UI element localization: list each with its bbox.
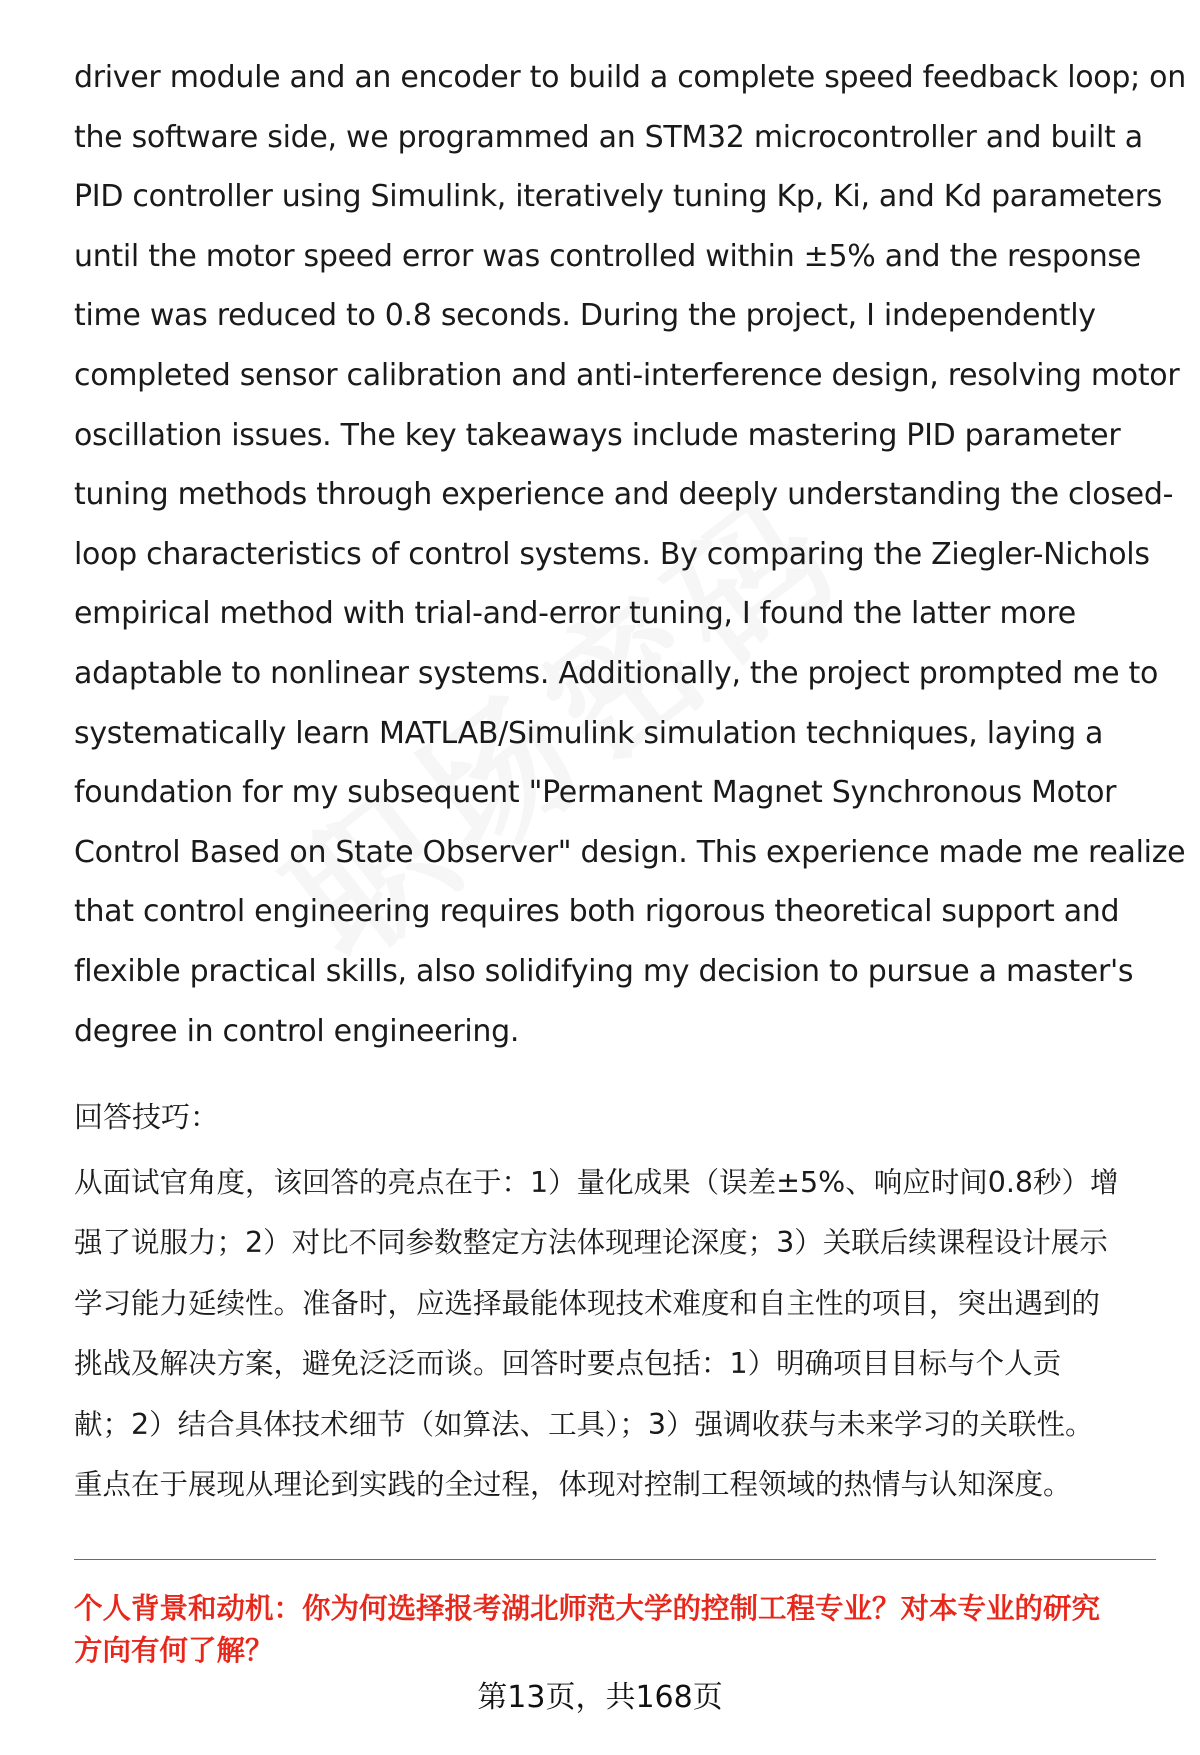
paragraph-line: loop characteristics of control systems. By comparing the Ziegler-Nichols <box>74 536 1150 572</box>
question-line: 个人背景和动机：你为何选择报考湖北师范大学的控制工程专业？对本专业的研究 <box>74 1592 1101 1625</box>
paragraph-line: PID controller using Simulink, iteratively tuning Kp, Ki, and Kd parameters <box>74 179 1163 215</box>
answer-paragraph <box>74 48 1186 1061</box>
tips-line: 从面试官角度，该回答的亮点在于：1）量化成果（误差±5%、响应时间0.8秒）增 <box>74 1166 1119 1199</box>
paragraph-line: Control Based on State Observer" design. This experience made me realize <box>74 834 1186 870</box>
question-heading <box>74 1588 1164 1672</box>
paragraph-line: flexible practical skills, also solidifying my decision to pursue a master's <box>74 953 1134 989</box>
tips-line: 挑战及解决方案，避免泛泛而谈。回答时要点包括：1）明确项目目标与个人贡 <box>74 1347 1062 1381</box>
paragraph-line: empirical method with trial-and-error tuning, I found the latter more <box>74 596 1076 632</box>
tips-heading: 回答技巧： <box>74 1100 220 1134</box>
paragraph-line: systematically learn MATLAB/Simulink simulation techniques, laying a <box>74 715 1104 751</box>
paragraph-line: degree in control engineering. <box>74 1013 520 1049</box>
paragraph-line: that control engineering requires both rigorous theoretical support and <box>74 894 1120 930</box>
paragraph-line: foundation for my subsequent "Permanent Magnet Synchronous Motor <box>74 775 1117 811</box>
section-divider <box>74 1559 1156 1560</box>
tips-line: 强了说服力；2）对比不同参数整定方法体现理论深度；3）关联后续课程设计展示 <box>74 1226 1108 1260</box>
tips-line: 重点在于展现从理论到实践的全过程，体现对控制工程领域的热情与认知深度。 <box>74 1468 1072 1502</box>
paragraph-line: completed sensor calibration and anti-interference design, resolving motor <box>74 357 1180 393</box>
tips-paragraph <box>74 1153 1164 1515</box>
page-number: 第13页，共168页 <box>477 1680 723 1715</box>
paragraph-line: until the motor speed error was controlled within ±5% and the response <box>74 238 1141 274</box>
question-line: 方向有何了解？ <box>74 1634 274 1667</box>
paragraph-line: the software side, we programmed an STM32 microcontroller and built a <box>74 119 1143 155</box>
tips-line: 献；2）结合具体技术细节（如算法、工具）；3）强调收获与未来学习的关联性。 <box>74 1407 1094 1441</box>
tips-line: 学习能力延续性。准备时，应选择最能体现技术难度和自主性的项目，突出遇到的 <box>74 1286 1101 1320</box>
paragraph-line: adaptable to nonlinear systems. Additionally, the project prompted me to <box>74 655 1159 691</box>
paragraph-line: tuning methods through experience and deeply understanding the closed- <box>74 477 1174 513</box>
paragraph-line: driver module and an encoder to build a complete speed feedback loop; on <box>74 60 1186 95</box>
paragraph-line: oscillation issues. The key takeaways include mastering PID parameter <box>74 417 1121 453</box>
paragraph-line: time was reduced to 0.8 seconds. During the project, I independently <box>74 298 1096 334</box>
